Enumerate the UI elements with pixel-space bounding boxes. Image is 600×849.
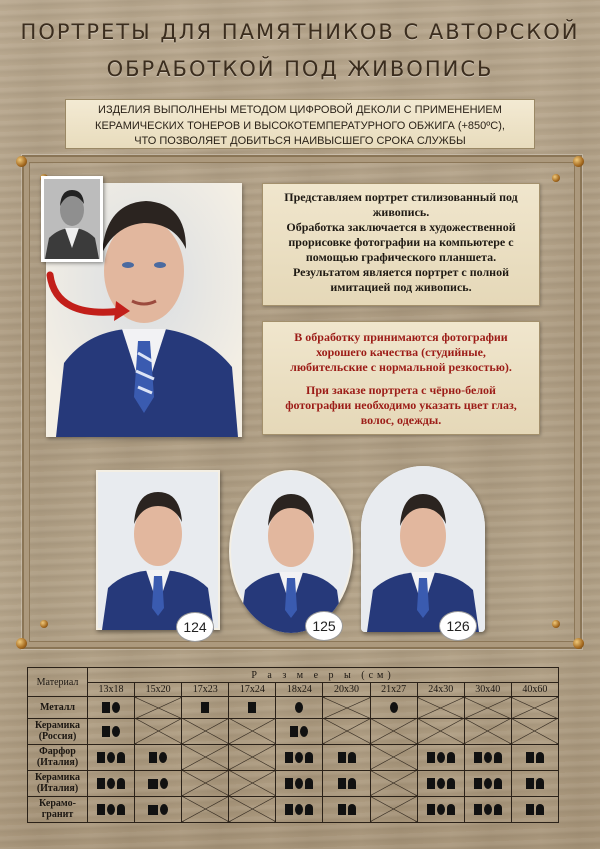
rect-shape-icon bbox=[526, 778, 534, 789]
unavailable-cell bbox=[511, 697, 558, 719]
unavailable-cell bbox=[135, 718, 182, 744]
oval-shape-icon bbox=[107, 804, 115, 815]
size-labels-row bbox=[28, 683, 559, 697]
oval-shape-icon bbox=[107, 752, 115, 763]
unavailable-cell bbox=[464, 697, 511, 719]
unavailable-cell bbox=[229, 770, 276, 796]
arch-shape-icon bbox=[348, 778, 356, 789]
rect-shape-icon bbox=[102, 726, 110, 737]
rect-shape-icon bbox=[427, 804, 435, 815]
rect-shape-icon bbox=[338, 778, 346, 789]
rect-shape-icon bbox=[474, 778, 482, 789]
description-text: живопись. bbox=[372, 205, 430, 219]
size-label: 21x27 bbox=[370, 683, 417, 697]
oval-shape-icon bbox=[295, 752, 303, 763]
description-text: Представляем портрет стилизованный под bbox=[284, 190, 518, 204]
arch-shape-icon bbox=[494, 804, 502, 815]
rect-shape-icon bbox=[526, 752, 534, 763]
rect-shape-icon bbox=[526, 804, 534, 815]
available-shapes-cell bbox=[417, 770, 464, 796]
title-line-1: ПОРТРЕТЫ ДЛЯ ПАМЯТНИКОВ С АВТОРСКОЙ bbox=[20, 20, 580, 44]
requirements-paragraph-2 bbox=[263, 383, 539, 428]
arch-shape-icon bbox=[117, 752, 125, 763]
oval-shape-icon bbox=[390, 702, 398, 713]
unavailable-cell bbox=[229, 744, 276, 770]
table-row bbox=[28, 796, 559, 822]
rivet-icon bbox=[552, 174, 560, 182]
rect-shape-icon bbox=[474, 804, 482, 815]
unavailable-cell bbox=[182, 744, 229, 770]
rivet-icon bbox=[573, 156, 584, 167]
title-line-2: ОБРАБОТКОЙ ПОД ЖИВОПИСЬ bbox=[106, 57, 494, 81]
material-name: Керамо-гранит bbox=[28, 796, 88, 822]
intro-line-2: КЕРАМИЧЕСКИХ ТОНЕРОВ И ВЫСОКОТЕМПЕРАТУРНОГО ОБЖИГА (+850ºС), bbox=[95, 119, 505, 132]
variant-rectangle-image bbox=[96, 470, 220, 635]
unavailable-cell bbox=[370, 770, 417, 796]
requirements-text: В обработку принимаются фотографии bbox=[294, 330, 508, 344]
arch-shape-icon bbox=[447, 778, 455, 789]
rivet-icon bbox=[16, 638, 27, 649]
arch-shape-icon bbox=[536, 752, 544, 763]
rivet-icon bbox=[40, 620, 48, 628]
oval-shape-icon bbox=[484, 804, 492, 815]
sq-shape-icon bbox=[148, 779, 158, 789]
rect-shape-icon bbox=[338, 752, 346, 763]
available-shapes-cell bbox=[417, 744, 464, 770]
size-label: 30x40 bbox=[464, 683, 511, 697]
oval-shape-icon bbox=[437, 804, 445, 815]
available-shapes-cell bbox=[182, 697, 229, 719]
sizes-table-body bbox=[28, 697, 559, 823]
available-shapes-cell bbox=[88, 770, 135, 796]
available-shapes-cell bbox=[88, 796, 135, 822]
available-shapes-cell bbox=[276, 697, 323, 719]
variant-number-badge: 126 bbox=[439, 611, 477, 641]
arch-shape-icon bbox=[305, 804, 313, 815]
page-title bbox=[0, 14, 600, 88]
unavailable-cell bbox=[182, 718, 229, 744]
available-shapes-cell bbox=[88, 744, 135, 770]
rect-shape-icon bbox=[102, 702, 110, 713]
available-shapes-cell bbox=[276, 770, 323, 796]
available-shapes-cell bbox=[370, 697, 417, 719]
available-shapes-cell bbox=[88, 718, 135, 744]
rect-shape-icon bbox=[97, 804, 105, 815]
intro-banner bbox=[65, 99, 535, 149]
rect-shape-icon bbox=[285, 752, 293, 763]
arch-shape-icon bbox=[447, 804, 455, 815]
rect-shape-icon bbox=[285, 778, 293, 789]
variant-number-badge: 124 bbox=[176, 612, 214, 642]
rect-shape-icon bbox=[427, 752, 435, 763]
unavailable-cell bbox=[135, 697, 182, 719]
bw-photo-illustration bbox=[41, 176, 103, 262]
material-name: Металл bbox=[28, 697, 88, 719]
intro-line-1: ИЗДЕЛИЯ ВЫПОЛНЕНЫ МЕТОДОМ ЦИФРОВОЙ ДЕКОЛИ С ПРИМЕНЕНИЕМ bbox=[98, 104, 502, 116]
sq-shape-icon bbox=[148, 805, 158, 815]
oval-shape-icon bbox=[437, 778, 445, 789]
available-shapes-cell bbox=[135, 796, 182, 822]
material-name: Керамика (Россия) bbox=[28, 718, 88, 744]
oval-shape-icon bbox=[112, 726, 120, 737]
oval-shape-icon bbox=[295, 778, 303, 789]
arch-shape-icon bbox=[117, 778, 125, 789]
rect-shape-icon bbox=[338, 804, 346, 815]
available-shapes-cell bbox=[323, 744, 370, 770]
oval-shape-icon bbox=[160, 778, 168, 789]
portrait-illustration bbox=[96, 470, 220, 630]
available-shapes-cell bbox=[511, 796, 558, 822]
description-text: прорисовке фотографии на компьютере с bbox=[288, 235, 514, 249]
rect-shape-icon bbox=[474, 752, 482, 763]
original-photo-thumbnail bbox=[41, 176, 103, 262]
available-shapes-cell bbox=[276, 718, 323, 744]
arch-shape-icon bbox=[536, 804, 544, 815]
arch-shape-icon bbox=[305, 778, 313, 789]
variant-number-badge: 125 bbox=[305, 611, 343, 641]
sizes-header: Р а з м е р ы (см) bbox=[88, 668, 559, 683]
sizes-table bbox=[27, 667, 559, 823]
size-label: 24x30 bbox=[417, 683, 464, 697]
available-shapes-cell bbox=[464, 770, 511, 796]
requirements-box bbox=[262, 321, 540, 435]
rect-shape-icon bbox=[201, 702, 209, 713]
available-shapes-cell bbox=[511, 770, 558, 796]
arch-shape-icon bbox=[348, 804, 356, 815]
variant-arch-image bbox=[361, 466, 485, 632]
arch-shape-icon bbox=[447, 752, 455, 763]
oval-shape-icon bbox=[300, 726, 308, 737]
intro-line-3: ЧТО ПОЗВОЛЯЕТ ДОБИТЬСЯ НАИВЫСШЕГО СРОКА СЛУЖБЫ bbox=[134, 135, 466, 147]
arch-shape-icon bbox=[305, 752, 313, 763]
requirements-paragraph-1 bbox=[263, 330, 539, 375]
oval-shape-icon bbox=[484, 778, 492, 789]
size-label: 20x30 bbox=[323, 683, 370, 697]
unavailable-cell bbox=[511, 718, 558, 744]
oval-shape-icon bbox=[295, 702, 303, 713]
table-row bbox=[28, 718, 559, 744]
rect-shape-icon bbox=[149, 752, 157, 763]
rect-shape-icon bbox=[285, 804, 293, 815]
unavailable-cell bbox=[370, 718, 417, 744]
requirements-text: хорошего качества (студийные, bbox=[316, 345, 486, 359]
table-row bbox=[28, 744, 559, 770]
oval-shape-icon bbox=[437, 752, 445, 763]
oval-shape-icon bbox=[160, 804, 168, 815]
portrait-illustration bbox=[229, 470, 353, 633]
arch-shape-icon bbox=[348, 752, 356, 763]
unavailable-cell bbox=[229, 718, 276, 744]
arch-shape-icon bbox=[536, 778, 544, 789]
size-label: 17x24 bbox=[229, 683, 276, 697]
oval-shape-icon bbox=[159, 752, 167, 763]
unavailable-cell bbox=[370, 744, 417, 770]
available-shapes-cell bbox=[135, 744, 182, 770]
rivet-icon bbox=[573, 638, 584, 649]
unavailable-cell bbox=[417, 697, 464, 719]
oval-shape-icon bbox=[107, 778, 115, 789]
unavailable-cell bbox=[323, 718, 370, 744]
requirements-text: При заказе портрета с чёрно-белой bbox=[306, 383, 496, 397]
oval-shape-icon bbox=[295, 804, 303, 815]
size-label: 15x20 bbox=[135, 683, 182, 697]
description-text: Обработка заключается в художественной bbox=[286, 220, 516, 234]
available-shapes-cell bbox=[276, 744, 323, 770]
requirements-text: волос, одежды. bbox=[360, 413, 442, 427]
description-text: помощью графического планшета. bbox=[305, 250, 497, 264]
rect-shape-icon bbox=[97, 752, 105, 763]
size-label: 13x18 bbox=[88, 683, 135, 697]
available-shapes-cell bbox=[323, 796, 370, 822]
available-shapes-cell bbox=[276, 796, 323, 822]
arch-shape-icon bbox=[494, 752, 502, 763]
requirements-text: фотографии необходимо указать цвет глаз, bbox=[285, 398, 517, 412]
available-shapes-cell bbox=[464, 744, 511, 770]
material-name: Фарфор (Италия) bbox=[28, 744, 88, 770]
rivet-icon bbox=[16, 156, 27, 167]
portrait-illustration bbox=[361, 466, 485, 632]
available-shapes-cell bbox=[511, 744, 558, 770]
unavailable-cell bbox=[229, 796, 276, 822]
table-row bbox=[28, 697, 559, 719]
unavailable-cell bbox=[182, 796, 229, 822]
oval-shape-icon bbox=[484, 752, 492, 763]
available-shapes-cell bbox=[135, 770, 182, 796]
available-shapes-cell bbox=[417, 796, 464, 822]
material-header: Материал bbox=[28, 668, 88, 697]
arch-shape-icon bbox=[117, 804, 125, 815]
table-row bbox=[28, 770, 559, 796]
material-name: Керамика (Италия) bbox=[28, 770, 88, 796]
size-label: 40x60 bbox=[511, 683, 558, 697]
unavailable-cell bbox=[417, 718, 464, 744]
available-shapes-cell bbox=[323, 770, 370, 796]
size-label: 18x24 bbox=[276, 683, 323, 697]
rect-shape-icon bbox=[290, 726, 298, 737]
available-shapes-cell bbox=[229, 697, 276, 719]
unavailable-cell bbox=[464, 718, 511, 744]
available-shapes-cell bbox=[88, 697, 135, 719]
description-text: Результатом является портрет с полной bbox=[292, 265, 510, 279]
requirements-text: любительские с нормальной резкостью). bbox=[290, 360, 512, 374]
description-box bbox=[262, 183, 540, 306]
unavailable-cell bbox=[370, 796, 417, 822]
variant-oval-image bbox=[229, 470, 353, 633]
unavailable-cell bbox=[182, 770, 229, 796]
size-label: 17x23 bbox=[182, 683, 229, 697]
unavailable-cell bbox=[323, 697, 370, 719]
available-shapes-cell bbox=[464, 796, 511, 822]
arch-shape-icon bbox=[494, 778, 502, 789]
rect-shape-icon bbox=[427, 778, 435, 789]
rivet-icon bbox=[552, 620, 560, 628]
oval-shape-icon bbox=[112, 702, 120, 713]
rect-shape-icon bbox=[97, 778, 105, 789]
description-text: имитацией под живопись. bbox=[330, 280, 472, 294]
rect-shape-icon bbox=[248, 702, 256, 713]
